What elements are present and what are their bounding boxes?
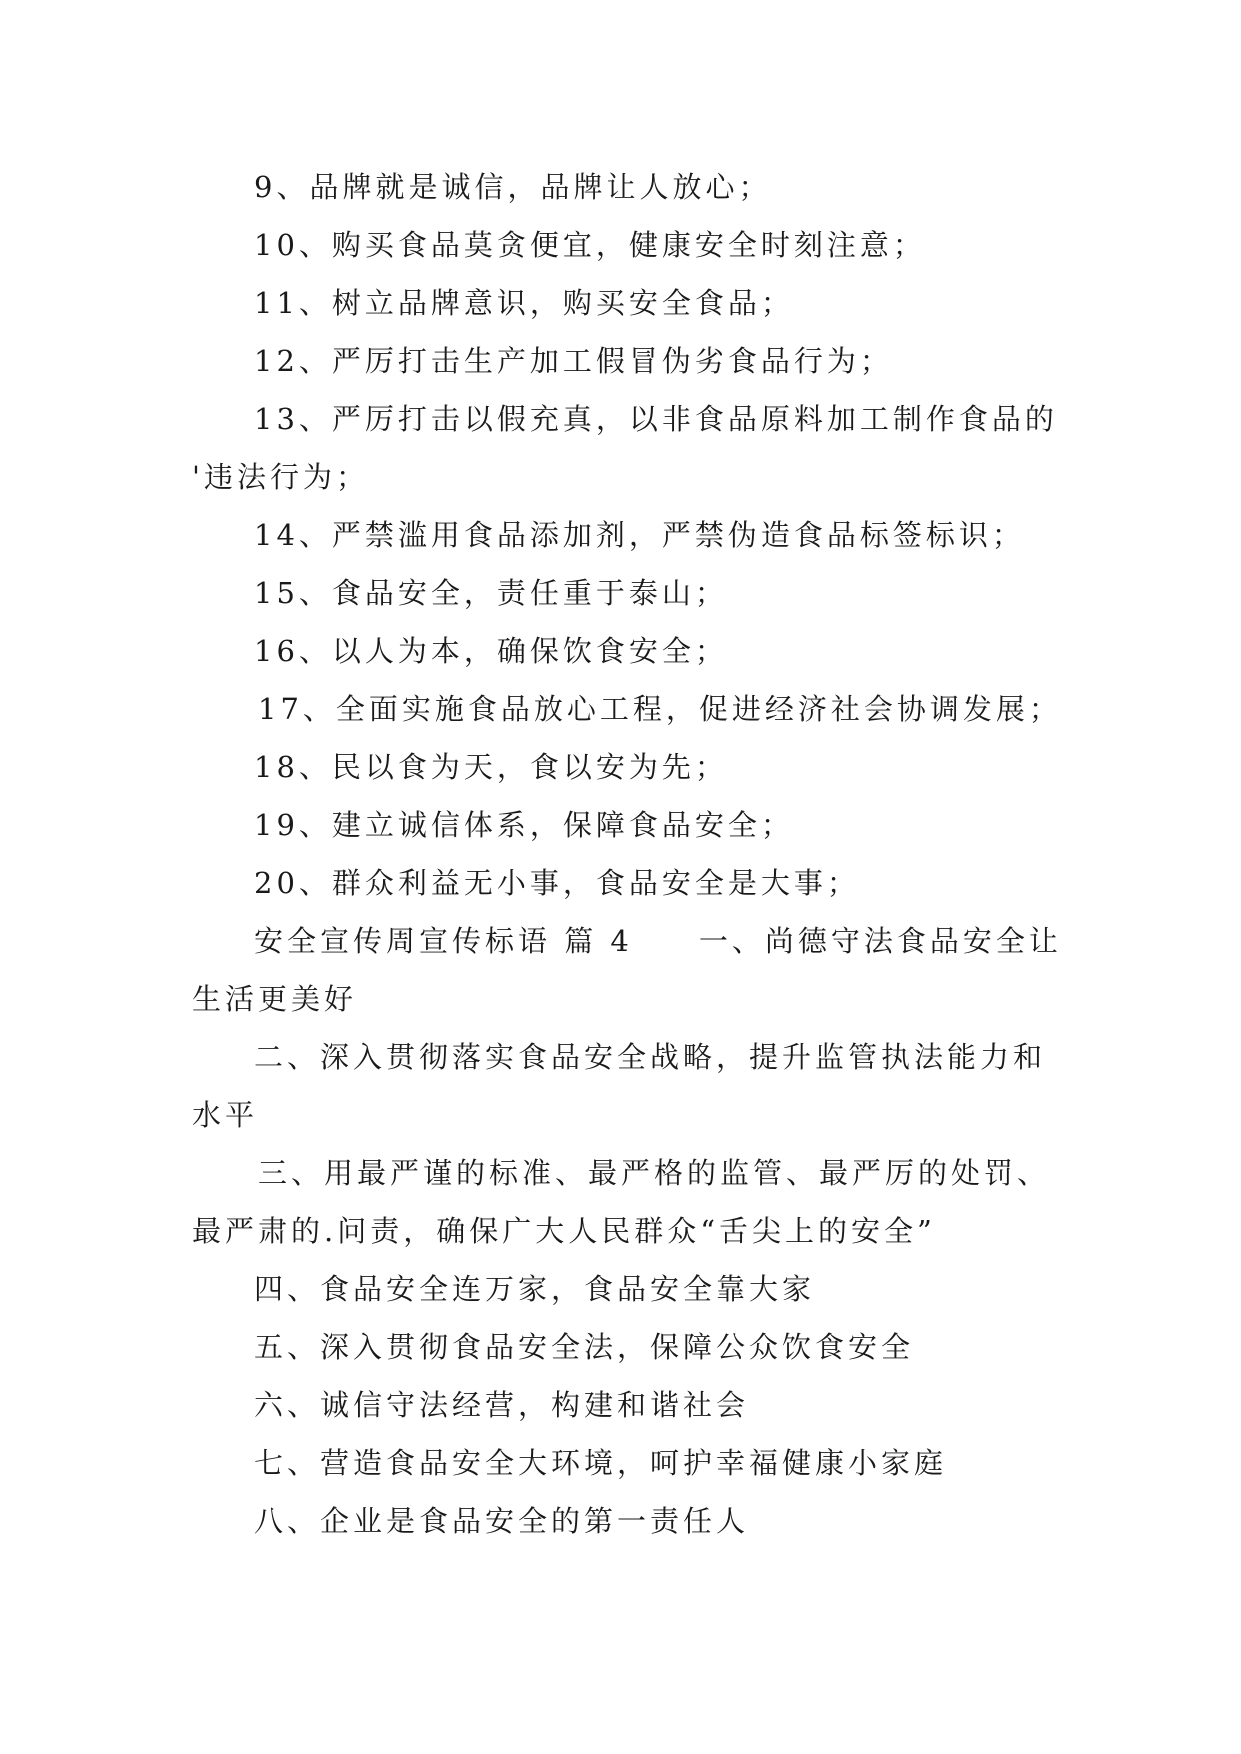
slogan-line-continuation: 水平 xyxy=(192,1098,259,1132)
slogan-line: 17、全面实施食品放心工程，促进经济社会协调发展； xyxy=(258,692,1062,726)
slogan-line: 20、群众利益无小事，食品安全是大事； xyxy=(254,866,860,900)
slogan-line: 18、民以食为天，食以安为先； xyxy=(254,750,728,784)
slogan-line: 10、购买食品莫贪便宜，健康安全时刻注意； xyxy=(254,228,926,262)
slogan-inline: 一、尚德守法食品安全让 xyxy=(698,924,1062,958)
slogan-line: 二、深入贯彻落实食品安全战略，提升监管执法能力和 xyxy=(254,1040,1047,1074)
slogan-line-continuation: 最严肃的.问责，确保广大人民群众“舌尖上的安全” xyxy=(192,1214,936,1248)
slogan-line: 三、用最严谨的标准、最严格的监管、最严厉的处罚、 xyxy=(258,1156,1051,1190)
section-heading-line xyxy=(192,912,1072,970)
slogan-line: 八、企业是食品安全的第一责任人 xyxy=(254,1504,750,1538)
slogan-line-continuation: 生活更美好 xyxy=(192,982,358,1016)
slogan-line: 12、严厉打击生产加工假冒伪劣食品行为； xyxy=(254,344,893,378)
slogan-line: 七、营造食品安全大环境，呵护幸福健康小家庭 xyxy=(254,1446,948,1480)
slogan-line: 四、食品安全连万家，食品安全靠大家 xyxy=(254,1272,816,1306)
slogan-line: 五、深入贯彻食品安全法，保障公众饮食安全 xyxy=(254,1330,915,1364)
slogan-line: 13、严厉打击以假充真，以非食品原料加工制作食品的 xyxy=(254,402,1058,436)
section-heading: 安全宣传周宣传标语 篇 4 xyxy=(254,924,633,958)
slogan-line: 15、食品安全，责任重于泰山； xyxy=(254,576,728,610)
slogan-line: 9、品牌就是诚信，品牌让人放心； xyxy=(254,170,772,204)
slogan-list xyxy=(192,158,1072,1550)
slogan-line: 16、以人为本，确保饮食安全； xyxy=(254,634,728,668)
slogan-line: 六、诚信守法经营，构建和谐社会 xyxy=(254,1388,750,1422)
slogan-line: 14、严禁滥用食品添加剂，严禁伪造食品标签标识； xyxy=(254,518,1025,552)
slogan-line: 19、建立诚信体系，保障食品安全； xyxy=(254,808,794,842)
slogan-line-continuation: '违法行为； xyxy=(192,460,369,494)
slogan-line: 11、树立品牌意识，购买安全食品； xyxy=(254,286,794,320)
